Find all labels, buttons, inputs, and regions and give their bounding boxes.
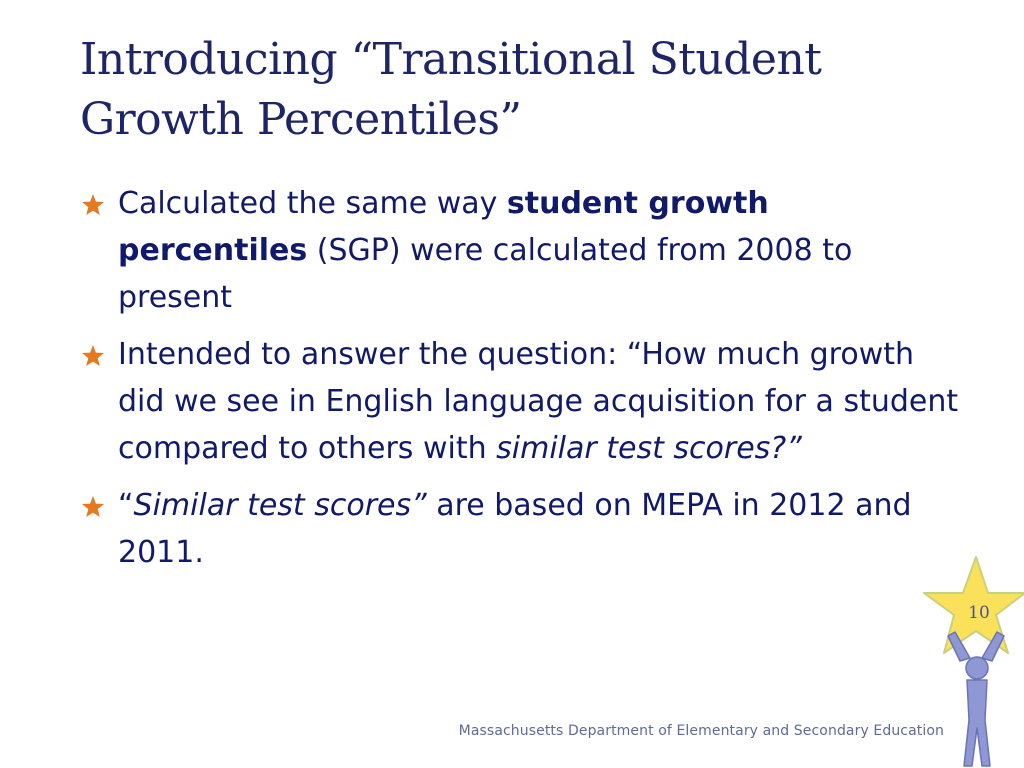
title-line-2: Growth Percentiles”: [80, 94, 522, 145]
star-bullet-icon: [80, 344, 106, 368]
bullet-item-1: [80, 180, 960, 321]
star-bullet-icon: [80, 193, 106, 217]
person-figure-icon: [938, 628, 1018, 768]
bullet-1-text-bold: student growth percentiles: [118, 186, 769, 268]
bullet-3-text-a: “: [118, 488, 134, 523]
bullet-2-text-a: Intended to answer the question: “How much growth did we see in English language acquisition for a student compared to others with: [118, 337, 959, 466]
bullet-item-3: [80, 482, 960, 576]
bullet-2-text-italic: similar test scores?”: [496, 431, 802, 466]
bullet-1-text-a: Calculated the same way: [118, 186, 507, 221]
bullet-1-text-c: (SGP) were calculated from 2008 to present: [118, 233, 853, 315]
star-bullet-icon: [80, 495, 106, 519]
footer: Massachusetts Department of Elementary and Secondary Education: [458, 723, 944, 739]
slide-number: 10: [968, 603, 990, 623]
bullet-item-2: [80, 331, 960, 472]
bullet-3-text-italic: Similar test scores”: [133, 488, 427, 523]
title-line-1: Introducing “Transitional Student: [80, 34, 822, 85]
slide-title: [80, 30, 980, 150]
bullet-3-text-c: are based on MEPA in 2012 and 2011.: [118, 488, 912, 570]
bullet-list: [80, 180, 960, 586]
